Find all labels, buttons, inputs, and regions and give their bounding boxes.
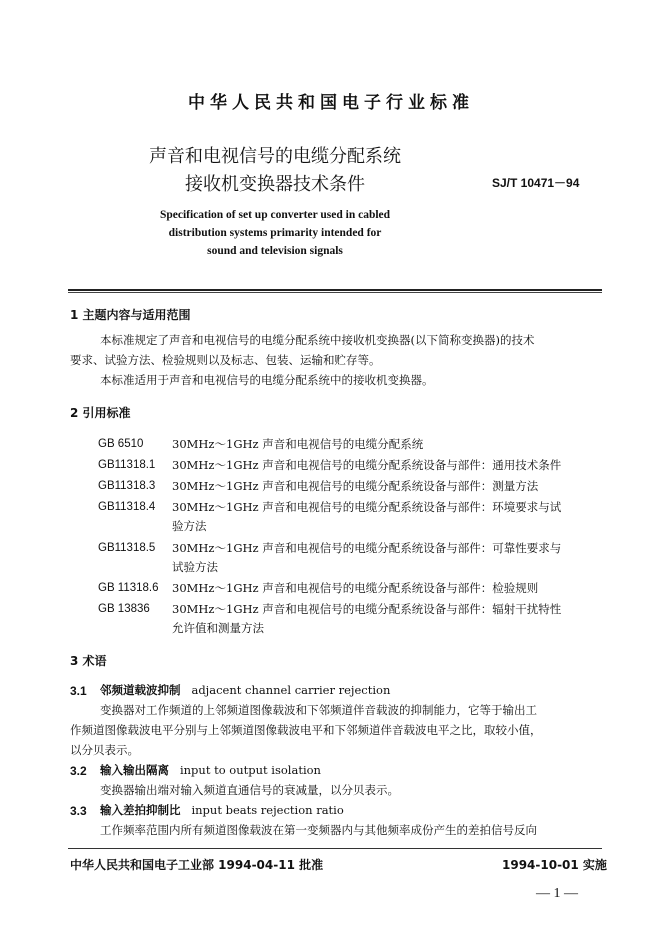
ref-code: GB 13836 [98,603,150,615]
term-name-cn: 输入差拍抑制比 [100,803,181,817]
page-number: — 1 — [536,886,578,901]
section-1-para-2: 本标准适用于声音和电视信号的电缆分配系统中的接收机变换器。 [100,373,434,387]
term-name-en: adjacent channel carrier rejection [191,683,391,697]
ref-title: 30MHz～1GHz 声音和电视信号的电缆分配系统 [172,437,424,451]
english-title-line-3: sound and television signals [207,245,343,257]
ref-title: 30MHz～1GHz 声音和电视信号的电缆分配系统设备与部件：环境要求与试 [172,500,562,514]
section-1-para-1-line-2: 要求、试验方法、检验规则以及标志、包装、运输和贮存等。 [70,353,381,367]
english-title-line-1: Specification of set up converter used in cabled [159,209,391,221]
ref-title-continued: 试验方法 [172,560,218,574]
ref-code: GB11318.5 [98,542,156,554]
document-title-line-2: 接收机变换器技术条件 [185,174,365,195]
section-1-heading: 1 主题内容与适用范围 [70,308,191,322]
implementation-date: 1994-10-01 实施 [502,858,607,872]
term-definition-line: 以分贝表示。 [70,743,139,757]
footer-rule [68,848,602,849]
ref-title-continued: 验方法 [172,519,207,533]
term-name-cn: 邻频道载波抑制 [100,683,181,697]
term-definition-line: 变换器输出端对输入频道直通信号的衰减量，以分贝表示。 [100,783,399,797]
ref-code: GB11318.4 [98,501,156,513]
ref-code: GB 11318.6 [98,582,159,594]
ref-title: 30MHz～1GHz 声音和电视信号的电缆分配系统设备与部件：测量方法 [172,479,539,493]
term-name-en: input to output isolation [179,763,321,777]
term-number: 3.1 [70,684,87,698]
ref-title: 30MHz～1GHz 声音和电视信号的电缆分配系统设备与部件：检验规则 [172,581,539,595]
term-definition-line: 工作频率范围内所有频道图像载波在第一变频器内与其他频率成份产生的差拍信号反向 [100,823,537,837]
header-rule-thick [68,289,602,291]
ref-code: GB 6510 [98,438,144,450]
header-rule-thin [68,292,602,293]
ref-title-continued: 允许值和测量方法 [172,621,264,635]
term-number: 3.2 [70,764,87,778]
ref-title: 30MHz～1GHz 声音和电视信号的电缆分配系统设备与部件：辐射干扰特性 [172,602,562,616]
ref-code: GB11318.3 [98,480,156,492]
english-title-line-2: distribution systems primarity intended for [168,227,382,239]
term-heading [100,682,390,698]
standard-number: SJ/T 10471－94 [492,176,580,190]
industry-standard-title: 中华人民共和国电子行业标准 [188,93,474,113]
term-number: 3.3 [70,804,87,818]
document-title-line-1: 声音和电视信号的电缆分配系统 [149,146,401,167]
ref-code: GB11318.1 [98,459,156,471]
section-3-heading: 3 术语 [70,654,107,668]
english-title [100,206,450,260]
term-definition-line: 作频道图像载波电平分别与上邻频道图像载波电平和下邻频道伴音载波电平之比，取较小值， [70,723,542,737]
ref-title: 30MHz～1GHz 声音和电视信号的电缆分配系统设备与部件：通用技术条件 [172,458,562,472]
section-2-heading: 2 引用标准 [70,406,131,420]
term-heading [100,802,344,818]
term-name-cn: 输入输出隔离 [100,763,169,777]
section-1-para-1-line-1: 本标准规定了声音和电视信号的电缆分配系统中接收机变换器(以下简称变换器)的技术 [100,333,535,347]
term-name-en: input beats rejection ratio [191,803,344,817]
term-definition-line: 变换器对工作频道的上邻频道图像载波和下邻频道伴音载波的抑制能力，它等于输出工 [100,703,537,717]
approval-line: 中华人民共和国电子工业部 1994-04-11 批准 [70,858,324,872]
term-heading [100,762,321,778]
ref-title: 30MHz～1GHz 声音和电视信号的电缆分配系统设备与部件：可靠性要求与 [172,541,562,555]
